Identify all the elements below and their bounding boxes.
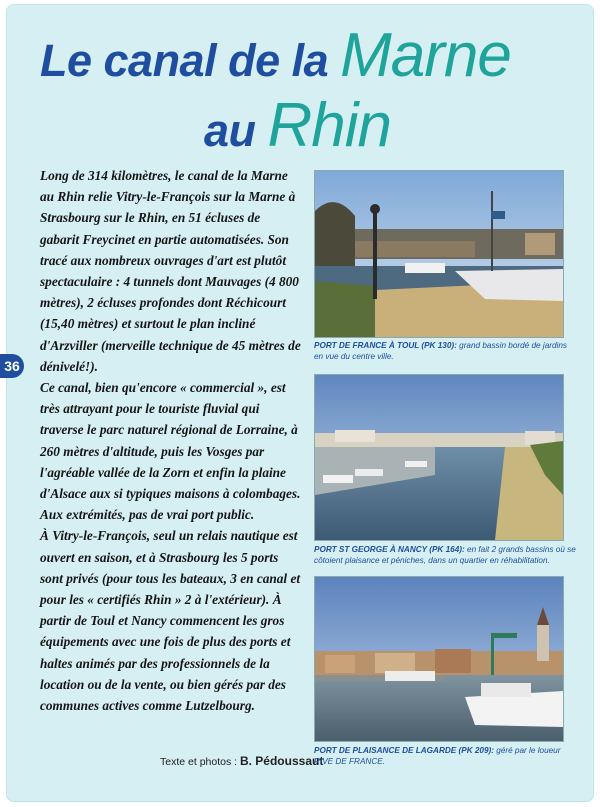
caption-lagarde-text: géré par le loueur RIVE DE FRANCE. xyxy=(314,746,561,766)
caption-nancy xyxy=(314,544,576,566)
photo-port-toul xyxy=(314,170,564,338)
body-paragraph-1: Long de 314 kilomètres, le canal de la Marne au Rhin relie Vitry-le-François sur la Marne à Strasbourg sur le Rhin, en 51 écluses de gabarit Freycinet en partie automatisées. Son tracé aux nombreux ouvrages d'art est plutôt spectaculaire : 4 tunnels dont Mauvages (4 800 mètres), 2 écluses profondes dont Réchicourt (15,40 mètres) et surtout le plan incliné d'Arzviller (merveille technique de 45 mètres de dénivelé!). xyxy=(40,168,301,374)
credit-author: B. Pédoussaut xyxy=(239,754,324,768)
caption-toul-text: grand bassin bordé de jardins en vue du centre ville. xyxy=(314,341,568,361)
title-bold-part-2: au xyxy=(204,105,268,156)
photo-nancy-image xyxy=(315,375,563,540)
body-paragraph-3: À Vitry-le-François, seul un relais nautique est ouvert en saison, et à Strasbourg les 5 ports sont privés (pour tous les bateaux, 3 en canal et pour les « certifiés Rhin » 2 à l'extérieur). À partir de Toul et Nancy commencent les gros équipements avec une fois de plus des ports et haltes animés par des professionnels de la location ou de la vente, ou bien gérés par des communes actives comme Lutzelbourg. xyxy=(40,528,301,714)
body-paragraph-2: Ce canal, bien qu'encore « commercial », est très attrayant pour le touriste fluvial qui traverse le parc naturel régional de Lorraine, à 260 mètres d'altitude, puis les Vosges par l'agréable vallée de la Zorn et enfin la plaine d'Alsace aux si typiques maisons à colombages. Aux extrémités, pas de vrai port public. xyxy=(40,380,301,523)
photo-port-lagarde xyxy=(314,576,564,742)
article-title xyxy=(0,8,600,158)
title-line-1 xyxy=(40,20,511,91)
caption-lagarde-title: PORT DE PLAISANCE DE LAGARDE (PK 209): xyxy=(314,746,494,755)
title-light-part-2: Rhin xyxy=(267,91,392,160)
caption-toul xyxy=(314,340,576,362)
caption-lagarde xyxy=(314,745,576,767)
title-light-part-1: Marne xyxy=(340,21,511,90)
title-line-2 xyxy=(204,90,391,161)
title-bold-part-1: Le canal de la xyxy=(40,35,341,86)
photo-credit xyxy=(160,754,323,768)
article-body xyxy=(40,165,302,716)
credit-label: Texte et photos : xyxy=(160,756,240,768)
caption-nancy-text: en fait 2 grands bassins où se côtoient plaisance et péniches, dans un quartier en réhabilitation. xyxy=(314,545,576,565)
photo-lagarde-image xyxy=(315,577,563,741)
page-number-badge: 36 xyxy=(0,354,24,378)
photo-toul-image xyxy=(315,171,563,337)
photo-port-nancy xyxy=(314,374,564,541)
caption-toul-title: PORT DE FRANCE À TOUL (PK 130): xyxy=(314,341,457,350)
caption-nancy-title: PORT ST GEORGE À NANCY (PK 164): xyxy=(314,545,465,554)
